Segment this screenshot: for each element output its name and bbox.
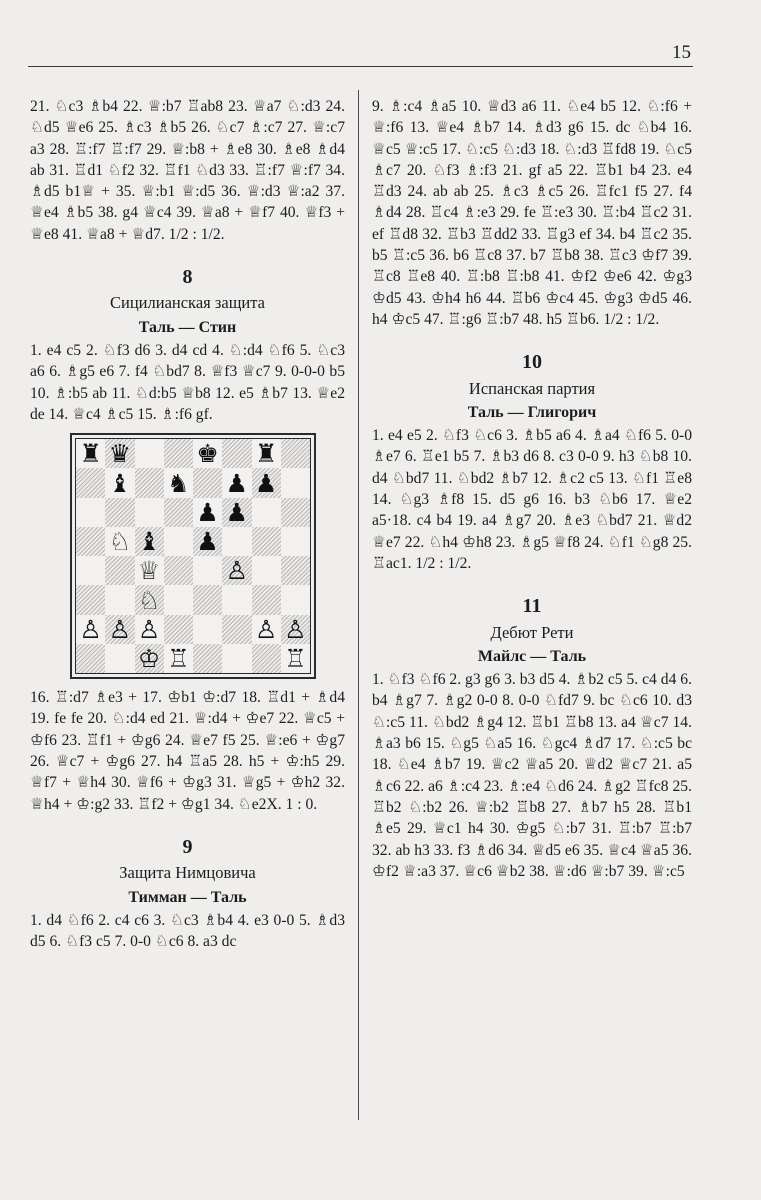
square-h4 [281, 556, 310, 585]
square-f7 [222, 468, 251, 497]
square-e8 [193, 439, 222, 468]
square-f5 [222, 527, 251, 556]
chess-piece-icon: ♚ [196, 439, 219, 469]
left-column [30, 96, 345, 952]
square-g6 [252, 498, 281, 527]
square-g5 [252, 527, 281, 556]
square-f6 [222, 498, 251, 527]
square-f4 [222, 556, 251, 585]
chess-piece-icon: ♖ [284, 644, 307, 674]
square-h2 [281, 615, 310, 644]
chess-piece-icon: ♕ [137, 556, 161, 586]
square-b4 [105, 556, 134, 585]
square-h8 [281, 439, 310, 468]
chess-piece-icon: ♖ [167, 644, 190, 674]
square-g3 [252, 585, 281, 614]
square-f3 [222, 585, 251, 614]
chess-piece-icon: ♜ [79, 439, 102, 469]
square-c6 [135, 498, 164, 527]
square-b5 [105, 527, 134, 556]
chess-piece-icon: ♟ [254, 468, 278, 498]
square-c5 [135, 527, 164, 556]
chess-piece-icon: ♟ [196, 497, 219, 527]
chess-piece-icon: ♙ [254, 614, 278, 644]
chess-piece-icon: ♙ [79, 614, 102, 644]
square-e2 [193, 615, 222, 644]
chess-piece-icon: ♟ [225, 497, 249, 527]
square-g4 [252, 556, 281, 585]
game-8-opening: Сицилианская защита [110, 293, 265, 313]
square-a5 [76, 527, 105, 556]
chess-piece-icon: ♟ [225, 468, 249, 498]
game-9-players: Тимман — Таль [128, 888, 247, 906]
square-c7 [135, 468, 164, 497]
chess-piece-icon: ♙ [225, 556, 249, 586]
square-a2 [76, 615, 105, 644]
game-11-number: 11 [522, 595, 542, 618]
square-h1 [281, 644, 310, 673]
column-divider [358, 90, 359, 1120]
game-10-players: Таль — Глигорич [467, 403, 597, 421]
square-a4 [76, 556, 105, 585]
square-b8 [105, 439, 134, 468]
square-e5 [193, 527, 222, 556]
game7-moves-end: 21. ♘c3 ♗b4 22. ♕:b7 ♖ab8 23. ♕a7 ♘:d3 24. ♘d5 ♕e6 25. ♗c3 ♗b5 26. ♘c7 ♗:c7 27. ♕:c7 a3 28. ♖:f7 ♖:f7 29. ♕:b8 + ♗e8 30. ♗e8 ♗d4 ab 31. ♖d1 ♘f2 32. ♖f1 ♘d3 33. ♖:f7 ♕:f7 34. ♗d5 b1♕ + 35. ♕:b1 ♕:d5 36. ♕:d3 ♕:a2 37. ♕e4 ♗b5 38. g4 ♕c4 39. ♕a8 + ♕f7 40. ♕f3 + ♕e8 41. ♕a8 + ♕d7. 1/2 : 1/2. [30, 98, 345, 243]
game-9-opening: Защита Нимцовича [119, 863, 256, 883]
square-a1 [76, 644, 105, 673]
square-c8 [135, 439, 164, 468]
square-d8 [164, 439, 193, 468]
square-e6 [193, 498, 222, 527]
chess-piece-icon: ♘ [108, 527, 132, 557]
chess-piece-icon: ♜ [254, 439, 278, 469]
game-11-moves: 1. ♘f3 ♘f6 2. g3 g6 3. b3 d5 4. ♗b2 c5 5. c4 d4 6. b4 ♗g7 7. ♗g2 0-0 8. 0-0 ♘fd7 9. bc ♘c6 10. d3 ♘:c5 11. ♘bd2 ♗g4 12. ♖b1 ♖b8 13. a4 ♕c7 14. ♗a3 b6 15. ♘g5 ♘a5 16. ♘gc4 ♗d7 17. ♘:c5 bc 18. ♘e4 ♗b7 19. ♕c2 ♕a5 20. ♕d2 ♕c7 21. a5 ♗c6 22. a6 ♗:c4 23. ♗:e4 ♘d6 24. ♗g2 ♖fc8 25. ♖b2 ♘:b2 26. ♕:b2 ♖b8 27. ♗b7 h5 28. ♖b1 ♗e5 29. ♕c1 h4 30. ♔g5 ♘:b7 31. ♖:b7 ♖:b7 32. ab h3 33. f3 ♗d6 34. ♕d5 e6 35. ♕c4 ♕a5 36. ♔f2 ♕:a3 37. ♕c6 ♕b2 38. ♕:d6 ♕:b7 39. ♕:c5 [372, 671, 692, 880]
chess-piece-icon: ♙ [137, 614, 161, 644]
square-b7 [105, 468, 134, 497]
page-number: 15 [672, 42, 691, 63]
square-b1 [105, 644, 134, 673]
square-h6 [281, 498, 310, 527]
square-d5 [164, 527, 193, 556]
square-d3 [164, 585, 193, 614]
chess-board [75, 438, 311, 674]
game-8-number: 8 [182, 266, 193, 289]
game-8-moves-part2: 16. ♖:d7 ♗e3 + 17. ♔b1 ♔:d7 18. ♖d1 + ♗d4 19. fe fe 20. ♘:d4 ed 21. ♕:d4 + ♔e7 22. ♕c5 + ♔f6 23. ♖f1 + ♔g6 24. ♕e7 f5 25. ♕:e6 + ♔g7 26. ♕c7 + ♔g6 27. h4 ♖a5 28. h5 + ♔:h5 29. ♕f7 + ♕h4 30. ♕f6 + ♔g3 31. ♕g5 + ♔h2 32. ♕h4 + ♔:g2 33. ♖f2 + ♔g1 34. ♘e2X. 1 : 0. [30, 689, 345, 813]
square-e7 [193, 468, 222, 497]
square-e4 [193, 556, 222, 585]
square-g7 [252, 468, 281, 497]
game-10-moves: 1. e4 e5 2. ♘f3 ♘c6 3. ♗b5 a6 4. ♗a4 ♘f6 5. 0-0 ♗e7 6. ♖e1 b5 7. ♗b3 d6 8. c3 0-0 9. h3 ♘b8 10. d4 ♘bd7 11. ♘bd2 ♗b7 12. ♗c2 c5 13. ♘f1 ♖e8 14. ♘g3 ♗f8 15. d5 g6 16. b3 ♘b6 17. ♕e2 a5·18. c4 b4 19. a4 ♗g7 20. ♗e3 ♘bd7 21. ♕d2 ♕e7 22. ♘h4 ♔h8 23. ♗g5 ♕f8 24. ♘f1 ♘g8 25. ♖ac1. 1/2 : 1/2. [372, 427, 692, 572]
game-9-moves-part2: 9. ♗:c4 ♗a5 10. ♕d3 a6 11. ♘e4 b5 12. ♘:f6 + ♕:f6 13. ♕e4 ♗b7 14. ♗d3 g6 15. dc ♘b4 16. ♕c5 ♕:c5 17. ♘:c5 ♘:d3 18. ♘:d3 ♖fd8 19. ♘c5 ♗c7 20. ♘f3 ♗:f3 21. gf a5 22. ♖b1 b4 23. e4 ♖d3 24. ab ab 25. ♗c3 ♗c5 26. ♖fc1 f5 27. f4 ♗d4 28. ♖c4 ♗:e3 29. fe ♖:e3 30. ♖:b4 ♖c2 31. ef ♖d8 32. ♖b3 ♖dd2 33. ♖g3 ef 34. b4 ♖c2 35. b5 ♖:c5 36. b6 ♖c8 37. b7 ♖b8 38. ♖c3 ♔f7 39. ♖c8 ♖e8 40. ♖:b8 ♖:b8 41. ♔f2 ♔e6 42. ♔g3 ♔d5 43. ♔h4 h6 44. ♖b6 ♔c4 45. ♔g3 ♔d5 46. h4 ♔c5 47. ♖:g6 ♖:b7 48. h5 ♖b6. 1/2 : 1/2. [372, 98, 692, 328]
square-a3 [76, 585, 105, 614]
chess-piece-icon: ♙ [108, 614, 132, 644]
square-c2 [135, 615, 164, 644]
right-column [372, 96, 692, 882]
square-b3 [105, 585, 134, 614]
square-a6 [76, 498, 105, 527]
square-g2 [252, 615, 281, 644]
game-10-opening: Испанская партия [468, 378, 596, 398]
square-d2 [164, 615, 193, 644]
square-f2 [222, 615, 251, 644]
square-d7 [164, 468, 193, 497]
chess-piece-icon: ♝ [137, 527, 161, 557]
chess-diagram [70, 433, 316, 679]
chess-piece-icon: ♔ [137, 644, 161, 674]
game-10-number: 10 [522, 351, 542, 374]
square-d4 [164, 556, 193, 585]
square-d1 [164, 644, 193, 673]
square-a7 [76, 468, 105, 497]
square-h5 [281, 527, 310, 556]
square-c4 [135, 556, 164, 585]
square-c1 [135, 644, 164, 673]
square-h7 [281, 468, 310, 497]
game-9-moves-part1: 1. d4 ♘f6 2. c4 c6 3. ♘c3 ♗b4 4. e3 0-0 5. ♗d3 d5 6. ♘f3 c5 7. 0-0 ♘c6 8. a3 dc [30, 911, 345, 951]
square-f1 [222, 644, 251, 673]
game-8-moves-part1: 1. e4 c5 2. ♘f3 d6 3. d4 cd 4. ♘:d4 ♘f6 5. ♘c3 a6 6. ♗g5 e6 7. f4 ♘bd7 8. ♕f3 ♕c7 9. 0-0-0 b5 10. ♗:b5 ab 11. ♘d:b5 ♕b8 12. e5 ♗b7 13. ♕e2 de 14. ♕c4 ♗c5 15. ♗:f6 gf. [30, 341, 345, 423]
chess-piece-icon: ♘ [137, 585, 161, 615]
chess-piece-icon: ♟ [196, 527, 219, 557]
game-11-opening: Дебют Рети [490, 622, 574, 642]
square-d6 [164, 498, 193, 527]
chess-piece-icon: ♞ [167, 468, 190, 498]
square-f8 [222, 439, 251, 468]
square-a8 [76, 439, 105, 468]
square-g1 [252, 644, 281, 673]
square-e3 [193, 585, 222, 614]
header-rule [28, 66, 693, 67]
square-b6 [105, 498, 134, 527]
square-c3 [135, 585, 164, 614]
game-8-players: Таль — Стин [138, 318, 237, 336]
chess-piece-icon: ♝ [108, 468, 132, 498]
square-g8 [252, 439, 281, 468]
game-9-number: 9 [182, 835, 193, 858]
game-11-players: Майлс — Таль [477, 647, 587, 665]
square-e1 [193, 644, 222, 673]
square-h3 [281, 585, 310, 614]
chess-piece-icon: ♛ [108, 439, 132, 469]
chess-piece-icon: ♙ [284, 614, 307, 644]
square-b2 [105, 615, 134, 644]
